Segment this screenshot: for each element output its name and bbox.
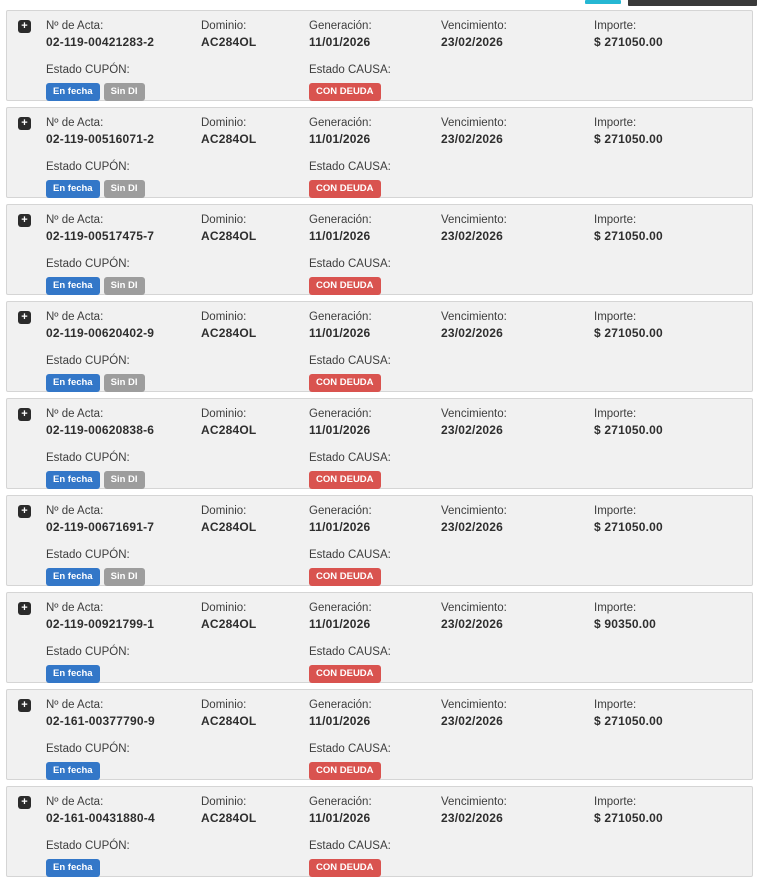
acta-number: 02-119-00671691-7 xyxy=(46,520,155,534)
status-badge: Sin DI xyxy=(104,83,145,101)
expand-plus-icon[interactable]: + xyxy=(18,214,31,227)
importe-label: Importe: xyxy=(594,505,637,517)
importe-label: Importe: xyxy=(594,796,637,808)
dominio-label: Dominio: xyxy=(201,311,247,323)
acta-number: 02-161-00377790-9 xyxy=(46,714,155,728)
acta-card xyxy=(6,689,753,780)
expand-cell xyxy=(18,212,46,295)
acta-column xyxy=(46,406,201,489)
generacion-column xyxy=(309,406,441,489)
acta-number: 02-119-00516071-2 xyxy=(46,132,155,146)
causa-badges xyxy=(309,180,441,198)
vencimiento-date: 23/02/2026 xyxy=(441,326,504,340)
expand-plus-icon[interactable]: + xyxy=(18,117,31,130)
importe-label: Importe: xyxy=(594,214,637,226)
status-badge: En fecha xyxy=(46,762,100,780)
causa-badges xyxy=(309,859,441,877)
vencimiento-date: 23/02/2026 xyxy=(441,423,504,437)
dominio-value: AC284OL xyxy=(201,617,257,631)
generacion-column xyxy=(309,794,441,877)
acta-label: Nº de Acta: xyxy=(46,117,104,129)
generacion-column xyxy=(309,115,441,198)
vencimiento-label: Vencimiento: xyxy=(441,214,507,226)
generacion-date: 11/01/2026 xyxy=(309,617,371,631)
acta-card xyxy=(6,592,753,683)
dominio-label: Dominio: xyxy=(201,408,247,420)
importe-amount: $ 271050.00 xyxy=(594,132,663,146)
dominio-value: AC284OL xyxy=(201,811,257,825)
status-badge: En fecha xyxy=(46,471,100,489)
estado-causa-label: Estado CAUSA: xyxy=(309,64,391,76)
cupon-badges xyxy=(46,471,201,489)
status-badge: CON DEUDA xyxy=(309,859,381,877)
generacion-column xyxy=(309,600,441,683)
cupon-badges xyxy=(46,859,201,877)
estado-causa-label: Estado CAUSA: xyxy=(309,840,391,852)
vencimiento-label: Vencimiento: xyxy=(441,20,507,32)
importe-amount: $ 90350.00 xyxy=(594,617,657,631)
acta-column xyxy=(46,212,201,295)
status-badge: En fecha xyxy=(46,665,100,683)
dominio-label: Dominio: xyxy=(201,20,247,32)
status-badge: En fecha xyxy=(46,859,100,877)
generacion-date: 11/01/2026 xyxy=(309,229,371,243)
cupon-badges xyxy=(46,665,201,683)
causa-badges xyxy=(309,83,441,101)
importe-amount: $ 271050.00 xyxy=(594,35,663,49)
generacion-column xyxy=(309,18,441,101)
vencimiento-column xyxy=(441,212,594,295)
expand-cell xyxy=(18,794,46,877)
importe-label: Importe: xyxy=(594,20,637,32)
vencimiento-column xyxy=(441,503,594,586)
status-badge: CON DEUDA xyxy=(309,568,381,586)
status-badge: Sin DI xyxy=(104,374,145,392)
status-badge: Sin DI xyxy=(104,568,145,586)
estado-cupon-label: Estado CUPÓN: xyxy=(46,452,130,464)
estado-causa-label: Estado CAUSA: xyxy=(309,355,391,367)
dominio-label: Dominio: xyxy=(201,602,247,614)
status-badge: CON DEUDA xyxy=(309,665,381,683)
causa-badges xyxy=(309,374,441,392)
vencimiento-date: 23/02/2026 xyxy=(441,520,504,534)
acta-card xyxy=(6,495,753,586)
expand-cell xyxy=(18,697,46,780)
expand-plus-icon[interactable]: + xyxy=(18,505,31,518)
causa-badges xyxy=(309,568,441,586)
causa-badges xyxy=(309,471,441,489)
acta-card xyxy=(6,301,753,392)
dominio-label: Dominio: xyxy=(201,214,247,226)
importe-column xyxy=(594,309,742,392)
generacion-label: Generación: xyxy=(309,505,372,517)
importe-column xyxy=(594,794,742,877)
estado-causa-label: Estado CAUSA: xyxy=(309,743,391,755)
generacion-date: 11/01/2026 xyxy=(309,520,371,534)
estado-causa-label: Estado CAUSA: xyxy=(309,258,391,270)
acta-column xyxy=(46,794,201,877)
generacion-date: 11/01/2026 xyxy=(309,811,371,825)
dominio-value: AC284OL xyxy=(201,423,257,437)
dominio-label: Dominio: xyxy=(201,796,247,808)
estado-cupon-label: Estado CUPÓN: xyxy=(46,161,130,173)
importe-column xyxy=(594,600,742,683)
generacion-label: Generación: xyxy=(309,311,372,323)
generacion-column xyxy=(309,212,441,295)
expand-cell xyxy=(18,600,46,683)
cupon-badges xyxy=(46,568,201,586)
causa-badges xyxy=(309,665,441,683)
acta-column xyxy=(46,697,201,780)
status-badge: CON DEUDA xyxy=(309,180,381,198)
acta-number: 02-119-00421283-2 xyxy=(46,35,155,49)
generacion-label: Generación: xyxy=(309,602,372,614)
vencimiento-date: 23/02/2026 xyxy=(441,714,504,728)
dominio-column xyxy=(201,18,309,101)
dominio-column xyxy=(201,115,309,198)
generacion-date: 11/01/2026 xyxy=(309,326,371,340)
acta-label: Nº de Acta: xyxy=(46,796,104,808)
vencimiento-label: Vencimiento: xyxy=(441,117,507,129)
active-tab-indicator[interactable] xyxy=(585,0,621,4)
estado-cupon-label: Estado CUPÓN: xyxy=(46,549,130,561)
dominio-column xyxy=(201,503,309,586)
acta-column xyxy=(46,600,201,683)
estado-cupon-label: Estado CUPÓN: xyxy=(46,355,130,367)
importe-label: Importe: xyxy=(594,117,637,129)
toolbar-button-edge[interactable] xyxy=(628,0,757,6)
dominio-label: Dominio: xyxy=(201,505,247,517)
importe-label: Importe: xyxy=(594,699,637,711)
acta-number: 02-161-00431880-4 xyxy=(46,811,155,825)
expand-cell xyxy=(18,406,46,489)
dominio-column xyxy=(201,697,309,780)
cupon-badges xyxy=(46,762,201,780)
status-badge: En fecha xyxy=(46,180,100,198)
status-badge: CON DEUDA xyxy=(309,83,381,101)
expand-plus-icon[interactable]: + xyxy=(18,408,31,421)
acta-column xyxy=(46,115,201,198)
acta-label: Nº de Acta: xyxy=(46,699,104,711)
importe-amount: $ 271050.00 xyxy=(594,714,663,728)
expand-cell xyxy=(18,18,46,101)
acta-label: Nº de Acta: xyxy=(46,602,104,614)
causa-badges xyxy=(309,277,441,295)
expand-plus-icon[interactable]: + xyxy=(18,602,31,615)
importe-column xyxy=(594,115,742,198)
vencimiento-label: Vencimiento: xyxy=(441,311,507,323)
acta-label: Nº de Acta: xyxy=(46,214,104,226)
vencimiento-column xyxy=(441,794,594,877)
vencimiento-column xyxy=(441,697,594,780)
generacion-column xyxy=(309,503,441,586)
expand-cell xyxy=(18,115,46,198)
causa-badges xyxy=(309,762,441,780)
estado-cupon-label: Estado CUPÓN: xyxy=(46,258,130,270)
acta-card xyxy=(6,107,753,198)
acta-label: Nº de Acta: xyxy=(46,20,104,32)
status-badge: Sin DI xyxy=(104,471,145,489)
status-badge: En fecha xyxy=(46,568,100,586)
acta-card xyxy=(6,786,753,877)
vencimiento-column xyxy=(441,18,594,101)
importe-column xyxy=(594,697,742,780)
acta-number: 02-119-00921799-1 xyxy=(46,617,155,631)
acta-column xyxy=(46,503,201,586)
acta-card xyxy=(6,204,753,295)
vencimiento-column xyxy=(441,600,594,683)
acta-number: 02-119-00620402-9 xyxy=(46,326,155,340)
vencimiento-label: Vencimiento: xyxy=(441,699,507,711)
dominio-column xyxy=(201,406,309,489)
acta-label: Nº de Acta: xyxy=(46,311,104,323)
importe-amount: $ 271050.00 xyxy=(594,229,663,243)
cupon-badges xyxy=(46,180,201,198)
cupon-badges xyxy=(46,277,201,295)
expand-plus-icon[interactable]: + xyxy=(18,699,31,712)
importe-amount: $ 271050.00 xyxy=(594,326,663,340)
dominio-column xyxy=(201,212,309,295)
vencimiento-date: 23/02/2026 xyxy=(441,617,504,631)
status-badge: En fecha xyxy=(46,374,100,392)
importe-amount: $ 271050.00 xyxy=(594,423,663,437)
cupon-badges xyxy=(46,374,201,392)
importe-column xyxy=(594,503,742,586)
vencimiento-date: 23/02/2026 xyxy=(441,132,504,146)
acta-number: 02-119-00620838-6 xyxy=(46,423,155,437)
importe-column xyxy=(594,18,742,101)
dominio-label: Dominio: xyxy=(201,699,247,711)
acta-list xyxy=(6,10,753,883)
generacion-label: Generación: xyxy=(309,699,372,711)
estado-cupon-label: Estado CUPÓN: xyxy=(46,646,130,658)
generacion-label: Generación: xyxy=(309,20,372,32)
status-badge: CON DEUDA xyxy=(309,762,381,780)
generacion-column xyxy=(309,697,441,780)
status-badge: CON DEUDA xyxy=(309,471,381,489)
status-badge: En fecha xyxy=(46,277,100,295)
vencimiento-column xyxy=(441,115,594,198)
dominio-value: AC284OL xyxy=(201,520,257,534)
estado-cupon-label: Estado CUPÓN: xyxy=(46,840,130,852)
importe-label: Importe: xyxy=(594,602,637,614)
vencimiento-column xyxy=(441,406,594,489)
status-badge: En fecha xyxy=(46,83,100,101)
vencimiento-date: 23/02/2026 xyxy=(441,35,504,49)
vencimiento-date: 23/02/2026 xyxy=(441,229,504,243)
cupon-badges xyxy=(46,83,201,101)
estado-causa-label: Estado CAUSA: xyxy=(309,161,391,173)
acta-column xyxy=(46,18,201,101)
generacion-label: Generación: xyxy=(309,796,372,808)
dominio-value: AC284OL xyxy=(201,229,257,243)
status-badge: CON DEUDA xyxy=(309,374,381,392)
dominio-value: AC284OL xyxy=(201,35,257,49)
acta-card xyxy=(6,10,753,101)
generacion-date: 11/01/2026 xyxy=(309,132,371,146)
vencimiento-label: Vencimiento: xyxy=(441,602,507,614)
vencimiento-date: 23/02/2026 xyxy=(441,811,504,825)
dominio-column xyxy=(201,600,309,683)
vencimiento-column xyxy=(441,309,594,392)
generacion-date: 11/01/2026 xyxy=(309,714,371,728)
dominio-column xyxy=(201,309,309,392)
generacion-column xyxy=(309,309,441,392)
dominio-value: AC284OL xyxy=(201,326,257,340)
expand-cell xyxy=(18,309,46,392)
estado-causa-label: Estado CAUSA: xyxy=(309,646,391,658)
importe-column xyxy=(594,212,742,295)
dominio-value: AC284OL xyxy=(201,714,257,728)
generacion-label: Generación: xyxy=(309,117,372,129)
status-badge: CON DEUDA xyxy=(309,277,381,295)
importe-amount: $ 271050.00 xyxy=(594,520,663,534)
generacion-label: Generación: xyxy=(309,214,372,226)
dominio-label: Dominio: xyxy=(201,117,247,129)
dominio-value: AC284OL xyxy=(201,132,257,146)
acta-card xyxy=(6,398,753,489)
acta-number: 02-119-00517475-7 xyxy=(46,229,155,243)
generacion-date: 11/01/2026 xyxy=(309,35,371,49)
generacion-label: Generación: xyxy=(309,408,372,420)
importe-label: Importe: xyxy=(594,408,637,420)
dominio-column xyxy=(201,794,309,877)
acta-label: Nº de Acta: xyxy=(46,505,104,517)
importe-column xyxy=(594,406,742,489)
acta-column xyxy=(46,309,201,392)
estado-causa-label: Estado CAUSA: xyxy=(309,452,391,464)
estado-causa-label: Estado CAUSA: xyxy=(309,549,391,561)
expand-cell xyxy=(18,503,46,586)
expand-plus-icon[interactable]: + xyxy=(18,311,31,324)
estado-cupon-label: Estado CUPÓN: xyxy=(46,743,130,755)
generacion-date: 11/01/2026 xyxy=(309,423,371,437)
status-badge: Sin DI xyxy=(104,180,145,198)
expand-plus-icon[interactable]: + xyxy=(18,796,31,809)
importe-label: Importe: xyxy=(594,311,637,323)
expand-plus-icon[interactable]: + xyxy=(18,20,31,33)
acta-label: Nº de Acta: xyxy=(46,408,104,420)
vencimiento-label: Vencimiento: xyxy=(441,796,507,808)
estado-cupon-label: Estado CUPÓN: xyxy=(46,64,130,76)
status-badge: Sin DI xyxy=(104,277,145,295)
importe-amount: $ 271050.00 xyxy=(594,811,663,825)
vencimiento-label: Vencimiento: xyxy=(441,408,507,420)
vencimiento-label: Vencimiento: xyxy=(441,505,507,517)
